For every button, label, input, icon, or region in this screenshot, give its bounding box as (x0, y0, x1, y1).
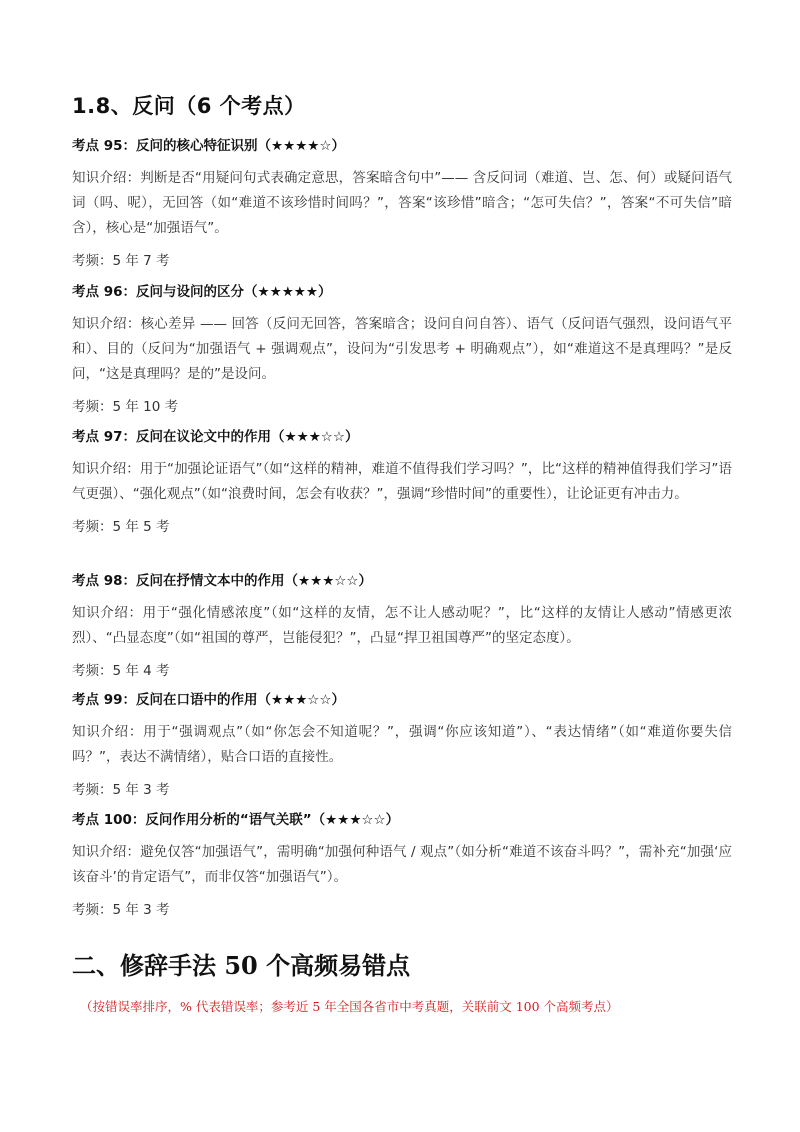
section-title: 1.8、反问（6 个考点） (72, 94, 306, 118)
point-title: 考点 100：反问作用分析的“语气关联”（★★★☆☆） (72, 812, 400, 828)
point-description: 知识介绍：判断是否“用疑问句式表确定意思，答案暗含句中”—— 含反问词（难道、岂、怎、何）或疑问语气词（吗、呢），无回答（如“难道不该珍惜时间吗？”，答案“该珍惜”暗含；“怎可失信？”，答案“不可失信”暗含），核心是“加强语气”。 (72, 170, 732, 236)
point-description: 知识介绍：用于“加强论证语气”（如“这样的精神，难道不值得我们学习吗？”，比“这样的精神值得我们学习”语气更强）、“强化观点”（如“浪费时间，怎会有收获？”，强调“珍惜时间”的重要性），让论证更有冲击力。 (72, 461, 732, 502)
point-title: 考点 97：反问在议论文中的作用（★★★☆☆） (72, 429, 359, 445)
knowledge-point-98 (72, 572, 732, 681)
point-title: 考点 96：反问与设问的区分（★★★★★） (72, 284, 332, 300)
point-frequency: 考频：5 年 10 考 (72, 399, 179, 415)
point-frequency: 考频：5 年 4 考 (72, 663, 170, 679)
point-description: 知识介绍：核心差异 —— 回答（反问无回答，答案暗含；设问自问自答）、语气（反问语气强烈，设问语气平和）、目的（反问为“加强语气 + 强调观点”，设问为“引发思考 + 明确观点”），如“难道这不是真理吗？”是反问，“这是真理吗？是的”是设问。 (72, 316, 732, 382)
section-2-note: （按错误率排序，% 代表错误率；参考近 5 年全国各省市中考真题，关联前文 100 个高频考点） (80, 999, 619, 1014)
knowledge-point-97 (72, 428, 732, 537)
knowledge-point-99 (72, 691, 732, 800)
point-title: 考点 98：反问在抒情文本中的作用（★★★☆☆） (72, 573, 372, 589)
point-frequency: 考频：5 年 7 考 (72, 253, 170, 269)
point-frequency: 考频：5 年 3 考 (72, 902, 170, 918)
point-title: 考点 95：反问的核心特征识别（★★★★☆） (72, 138, 345, 154)
point-description: 知识介绍：用于“强调观点”（如“你怎会不知道呢？”，强调“你应该知道”）、“表达情绪”（如“难道你要失信吗？”，表达不满情绪），贴合口语的直接性。 (72, 724, 732, 765)
section-2-title: 二、修辞手法 50 个高频易错点 (72, 951, 411, 980)
knowledge-point-96 (72, 283, 732, 417)
point-frequency: 考频：5 年 5 考 (72, 519, 170, 535)
point-description: 知识介绍：用于“强化情感浓度”（如“这样的友情，怎不让人感动呢？”，比“这样的友情让人感动”情感更浓烈）、“凸显态度”（如“祖国的尊严，岂能侵犯？”，凸显“捍卫祖国尊严”的坚定态度）。 (72, 605, 732, 646)
point-title: 考点 99：反问在口语中的作用（★★★☆☆） (72, 692, 345, 708)
knowledge-point-100 (72, 811, 732, 920)
point-frequency: 考频：5 年 3 考 (72, 782, 170, 798)
knowledge-point-95 (72, 137, 732, 271)
point-description: 知识介绍：避免仅答“加强语气”，需明确“加强何种语气 / 观点”（如分析“难道不该奋斗吗？”，需补充“加强‘应该奋斗’的肯定语气”，而非仅答“加强语气”）。 (72, 844, 732, 885)
